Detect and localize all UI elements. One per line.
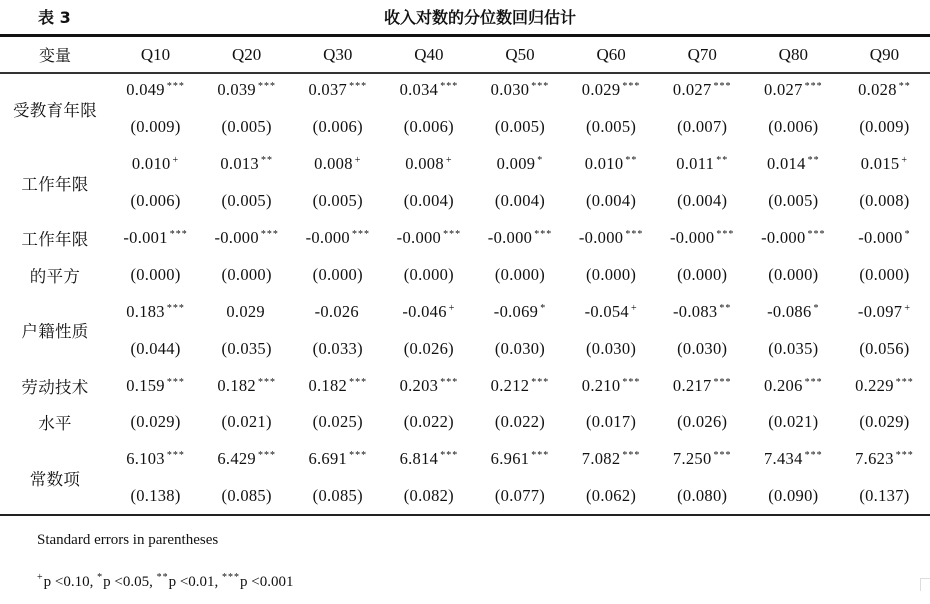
significance-marker: *** (440, 376, 459, 388)
standard-error-cell: (0.006) (130, 191, 181, 211)
coefficient-value: 0.212 (490, 375, 530, 395)
coefficient-cell (201, 220, 292, 257)
significance-marker: *** (440, 450, 459, 462)
coefficient-cell (474, 367, 565, 404)
coefficient-value: 0.159 (126, 375, 165, 395)
column-header-q10: Q10 (140, 44, 171, 64)
column-header-q50: Q50 (505, 44, 535, 64)
standard-error-cell: (0.030) (494, 338, 546, 358)
coefficient-cell (566, 367, 657, 404)
coefficient-value: 6.691 (308, 449, 348, 469)
significance-marker: *** (716, 229, 735, 240)
significance-marker: + (172, 155, 180, 167)
coefficient-cell (748, 367, 839, 404)
coefficient-cell (292, 441, 383, 478)
significance-marker: + (630, 302, 638, 314)
significance-marker: *** (807, 229, 826, 240)
coefficient-value: 0.029 (581, 80, 621, 100)
significance-marker: *** (625, 229, 644, 240)
coefficient-value: -0.001 (123, 228, 168, 247)
significance-marker: * (904, 229, 911, 240)
significance-marker: *** (169, 229, 188, 240)
legend-separator: , (214, 574, 223, 590)
column-header-q30: Q30 (323, 44, 353, 64)
significance-marker: *** (257, 450, 276, 462)
significance-marker: + (904, 302, 911, 314)
coefficient-cell (474, 72, 565, 109)
column-header-q60: Q60 (596, 44, 626, 64)
coefficient-cell (201, 72, 292, 109)
legend-text: p <0.05 (103, 574, 150, 590)
coefficient-value: 0.039 (217, 80, 256, 100)
table-row-standard-error (0, 330, 930, 367)
table-row-coefficient (0, 367, 930, 404)
standard-error-cell: (0.029) (130, 412, 181, 432)
standard-error-cell: (0.082) (403, 486, 454, 506)
coefficient-value: 0.010 (131, 154, 171, 174)
significance-marker: *** (260, 229, 279, 240)
coefficient-value: -0.086 (767, 301, 812, 321)
standard-error-cell: (0.137) (859, 486, 910, 506)
coefficient-value: -0.000 (670, 228, 715, 247)
standard-error-cell: (0.026) (677, 412, 728, 432)
coefficient-value: 0.182 (217, 375, 256, 395)
coefficient-value: -0.046 (402, 301, 447, 321)
column-header-q20: Q20 (232, 44, 262, 64)
column-header-q90: Q90 (869, 44, 900, 64)
coefficient-value: 0.037 (308, 80, 348, 100)
coefficient-cell (839, 146, 930, 183)
legend-marker: * (97, 572, 104, 583)
coefficient-value: 0.028 (858, 80, 897, 100)
standard-error-cell: (0.004) (677, 191, 728, 211)
coefficient-value: 0.030 (490, 80, 530, 100)
legend-marker: + (37, 572, 44, 583)
variable-label: 工作年限 (21, 174, 89, 194)
significance-marker: *** (895, 376, 914, 388)
standard-error-cell: (0.004) (403, 191, 454, 211)
coefficient-cell (566, 220, 657, 257)
standard-error-cell: (0.029) (859, 412, 910, 432)
coefficient-cell (201, 293, 292, 330)
coefficient-cell (566, 146, 657, 183)
standard-error-cell: (0.000) (221, 264, 272, 284)
table-notes (37, 528, 294, 604)
coefficient-value: 7.082 (581, 449, 621, 469)
coefficient-cell (474, 146, 565, 183)
column-header-variable: 变量 (38, 46, 71, 65)
significance-marker: *** (166, 450, 185, 462)
coefficient-cell (657, 72, 748, 109)
variable-label-continued: 的平方 (29, 266, 81, 286)
coefficient-cell (110, 293, 201, 330)
coefficient-cell (839, 293, 930, 330)
significance-marker: *** (531, 450, 550, 462)
coefficient-cell (292, 293, 383, 330)
coefficient-cell (748, 72, 839, 109)
legend-marker: *** (222, 572, 241, 583)
column-header-q70: Q70 (687, 44, 717, 64)
coefficient-cell (110, 72, 201, 109)
standard-error-cell: (0.009) (859, 117, 910, 137)
legend-text: p <0.001 (240, 574, 294, 590)
variable-label: 受教育年限 (13, 100, 97, 120)
significance-marker: + (448, 302, 456, 314)
coefficient-value: -0.000 (214, 228, 259, 247)
standard-error-cell: (0.000) (859, 264, 910, 284)
coefficient-value: -0.000 (396, 228, 442, 247)
significance-marker: *** (534, 229, 553, 240)
coefficient-value: 6.814 (399, 449, 439, 469)
table-row-coefficient (0, 146, 930, 183)
significance-marker: * (540, 302, 547, 314)
coefficient-value: 0.011 (676, 154, 715, 174)
standard-error-cell: (0.062) (585, 486, 637, 506)
standard-error-cell: (0.025) (312, 412, 363, 432)
coefficient-value: 0.027 (672, 80, 712, 100)
significance-marker: + (445, 155, 453, 167)
standard-error-cell: (0.000) (494, 264, 546, 284)
coefficient-cell (657, 220, 748, 257)
table-row-coefficient (0, 72, 930, 109)
significance-marker: *** (895, 450, 914, 462)
variable-label: 工作年限 (21, 230, 89, 249)
coefficient-value: 0.010 (584, 154, 624, 174)
significance-marker: *** (713, 81, 732, 93)
table-title: 收入对数的分位数回归估计 (383, 8, 576, 27)
coefficient-value: -0.000 (858, 228, 903, 247)
significance-marker: *** (804, 376, 823, 388)
table-row-coefficient (0, 220, 930, 257)
significance-marker: *** (349, 81, 368, 93)
significance-marker: *** (713, 450, 732, 462)
standard-error-cell: (0.021) (768, 412, 819, 432)
coefficient-cell (748, 146, 839, 183)
coefficient-cell (292, 72, 383, 109)
significance-marker: ** (719, 302, 732, 314)
coefficient-value: -0.000 (578, 228, 624, 247)
standard-error-cell: (0.080) (677, 486, 728, 506)
coefficient-value: 7.250 (672, 449, 712, 469)
coefficient-cell (292, 367, 383, 404)
standard-error-cell: (0.021) (221, 412, 272, 432)
significance-marker: ** (807, 155, 820, 167)
standard-error-cell: (0.004) (494, 191, 546, 211)
variable-label: 劳动技术 (21, 377, 89, 397)
significance-marker: + (901, 155, 909, 167)
standard-error-cell: (0.044) (130, 338, 181, 358)
table-row-standard-error (0, 404, 930, 441)
significance-marker: *** (804, 450, 823, 462)
coefficient-cell (110, 367, 201, 404)
coefficient-value: -0.069 (493, 301, 539, 321)
notes-significance-legend (37, 566, 294, 604)
significance-marker: ** (260, 155, 273, 167)
column-header-q40: Q40 (414, 44, 444, 64)
table-body (0, 72, 930, 515)
coefficient-cell (657, 367, 748, 404)
significance-marker: *** (166, 81, 185, 93)
coefficient-cell (383, 146, 474, 183)
coefficient-value: -0.000 (487, 228, 533, 247)
standard-error-cell: (0.017) (585, 412, 637, 432)
significance-marker: *** (713, 376, 732, 388)
coefficient-value: -0.026 (314, 301, 359, 321)
significance-marker: *** (440, 81, 459, 93)
standard-error-cell: (0.000) (403, 264, 454, 284)
standard-error-cell: (0.000) (677, 264, 728, 284)
table-row-coefficient (0, 293, 930, 330)
coefficient-value: 7.434 (764, 449, 803, 469)
coefficient-cell (839, 367, 930, 404)
standard-error-cell: (0.004) (585, 191, 637, 211)
coefficient-cell (292, 146, 383, 183)
coefficient-value: 0.029 (226, 301, 265, 321)
significance-marker: ** (716, 155, 729, 167)
significance-marker: * (813, 302, 820, 314)
coefficient-value: 0.203 (399, 375, 439, 395)
coefficient-cell (201, 146, 292, 183)
variable-label: 户籍性质 (21, 322, 89, 342)
coefficient-cell (748, 293, 839, 330)
standard-error-cell: (0.026) (403, 338, 454, 358)
coefficient-value: 0.009 (496, 154, 536, 174)
coefficient-cell (839, 441, 930, 478)
standard-error-cell: (0.022) (494, 412, 546, 432)
coefficient-cell (474, 441, 565, 478)
standard-error-cell: (0.009) (130, 117, 181, 137)
standard-error-cell: (0.005) (494, 117, 546, 137)
table-row-standard-error (0, 256, 930, 293)
legend-separator: , (149, 574, 157, 590)
standard-error-cell: (0.000) (312, 264, 363, 284)
standard-error-cell: (0.006) (768, 117, 819, 137)
table-caption (0, 0, 930, 32)
standard-error-cell: (0.006) (312, 117, 363, 137)
standard-error-cell: (0.007) (677, 117, 728, 137)
legend-text: p <0.10 (43, 574, 90, 590)
coefficient-value: 0.015 (860, 154, 900, 174)
header-row (0, 37, 930, 72)
coefficient-cell (657, 146, 748, 183)
standard-error-cell: (0.085) (221, 486, 272, 506)
table-number: 表 3 (38, 8, 71, 27)
standard-error-cell: (0.006) (403, 117, 454, 137)
scan-artifact (920, 578, 930, 591)
standard-error-cell: (0.035) (768, 338, 819, 358)
coefficient-cell (566, 72, 657, 109)
standard-error-cell: (0.000) (585, 264, 637, 284)
standard-error-cell: (0.005) (585, 117, 637, 137)
significance-marker: *** (166, 302, 185, 314)
variable-label-continued: 水平 (38, 414, 72, 434)
coefficient-value: 6.961 (490, 449, 530, 469)
coefficient-value: 0.217 (672, 375, 712, 395)
significance-marker: *** (622, 450, 641, 462)
coefficient-value: 0.008 (405, 154, 444, 174)
coefficient-value: 0.183 (126, 301, 165, 321)
table-row-standard-error (0, 183, 930, 220)
coefficient-value: 0.034 (399, 80, 439, 100)
significance-marker: *** (531, 81, 550, 93)
standard-error-cell: (0.030) (677, 338, 728, 358)
coefficient-cell (383, 72, 474, 109)
coefficient-cell (657, 441, 748, 478)
coefficient-cell (110, 441, 201, 478)
significance-marker: *** (622, 376, 641, 388)
standard-error-cell: (0.000) (768, 264, 819, 284)
significance-marker: *** (804, 81, 823, 93)
coefficient-value: 0.182 (308, 375, 348, 395)
standard-error-cell: (0.085) (312, 486, 363, 506)
significance-marker: ** (625, 155, 638, 167)
variable-label: 常数项 (29, 469, 81, 489)
standard-error-cell: (0.022) (403, 412, 454, 432)
coefficient-cell (201, 367, 292, 404)
coefficient-value: 0.049 (126, 80, 165, 100)
coefficient-value: -0.097 (857, 301, 903, 321)
coefficient-cell (201, 441, 292, 478)
standard-error-cell: (0.056) (859, 338, 910, 358)
significance-marker: ** (898, 81, 911, 93)
coefficient-value: 0.206 (764, 375, 803, 395)
standard-error-cell: (0.033) (312, 338, 363, 358)
coefficient-value: 0.008 (314, 154, 353, 174)
significance-marker: *** (349, 450, 368, 462)
coefficient-cell (383, 220, 474, 257)
coefficient-value: 6.429 (217, 449, 256, 469)
significance-marker: *** (257, 376, 276, 388)
regression-table (0, 37, 930, 515)
standard-error-cell: (0.138) (130, 486, 181, 506)
significance-marker: *** (166, 376, 185, 388)
table-row-standard-error (0, 478, 930, 515)
significance-marker: *** (257, 81, 276, 93)
coefficient-value: 0.027 (764, 80, 803, 100)
standard-error-cell: (0.005) (312, 191, 363, 211)
coefficient-cell (110, 146, 201, 183)
coefficient-cell (474, 220, 565, 257)
significance-marker: *** (622, 81, 641, 93)
coefficient-value: 6.103 (126, 449, 165, 469)
coefficient-cell (748, 220, 839, 257)
coefficient-cell (566, 441, 657, 478)
significance-marker: * (537, 155, 544, 167)
standard-error-cell: (0.077) (494, 486, 546, 506)
standard-error-cell: (0.035) (221, 338, 272, 358)
significance-marker: *** (443, 229, 462, 240)
coefficient-cell (292, 220, 383, 257)
legend-separator: , (89, 574, 98, 590)
coefficient-cell (383, 367, 474, 404)
legend-text: p <0.01 (168, 574, 215, 590)
coefficient-value: 0.229 (855, 375, 894, 395)
coefficient-value: 7.623 (855, 449, 894, 469)
standard-error-cell: (0.005) (221, 191, 272, 211)
coefficient-cell (839, 72, 930, 109)
coefficient-cell (657, 293, 748, 330)
column-header-q80: Q80 (778, 44, 808, 64)
coefficient-cell (839, 220, 930, 257)
coefficient-value: 0.014 (767, 154, 806, 174)
standard-error-cell: (0.005) (221, 117, 272, 137)
standard-error-cell: (0.000) (130, 264, 181, 284)
standard-error-cell: (0.005) (768, 191, 819, 211)
significance-marker: *** (349, 376, 368, 388)
significance-marker: *** (531, 376, 550, 388)
coefficient-value: -0.054 (584, 301, 629, 321)
significance-marker: *** (351, 229, 370, 240)
standard-error-cell: (0.008) (859, 191, 910, 211)
coefficient-value: -0.083 (673, 301, 718, 321)
standard-error-cell: (0.090) (768, 486, 819, 506)
standard-error-cell: (0.030) (585, 338, 637, 358)
coefficient-cell (566, 293, 657, 330)
coefficient-value: 0.013 (220, 154, 259, 174)
notes-standard-errors: Standard errors in parentheses (37, 532, 219, 548)
coefficient-cell (383, 293, 474, 330)
coefficient-cell (383, 441, 474, 478)
coefficient-cell (748, 441, 839, 478)
table-row-coefficient (0, 441, 930, 478)
legend-marker: ** (156, 572, 169, 583)
coefficient-value: -0.000 (761, 228, 806, 247)
coefficient-cell (110, 220, 201, 257)
table-row-standard-error (0, 109, 930, 146)
coefficient-cell (474, 293, 565, 330)
significance-marker: + (354, 155, 362, 167)
coefficient-value: 0.210 (581, 375, 621, 395)
coefficient-value: -0.000 (305, 228, 350, 247)
